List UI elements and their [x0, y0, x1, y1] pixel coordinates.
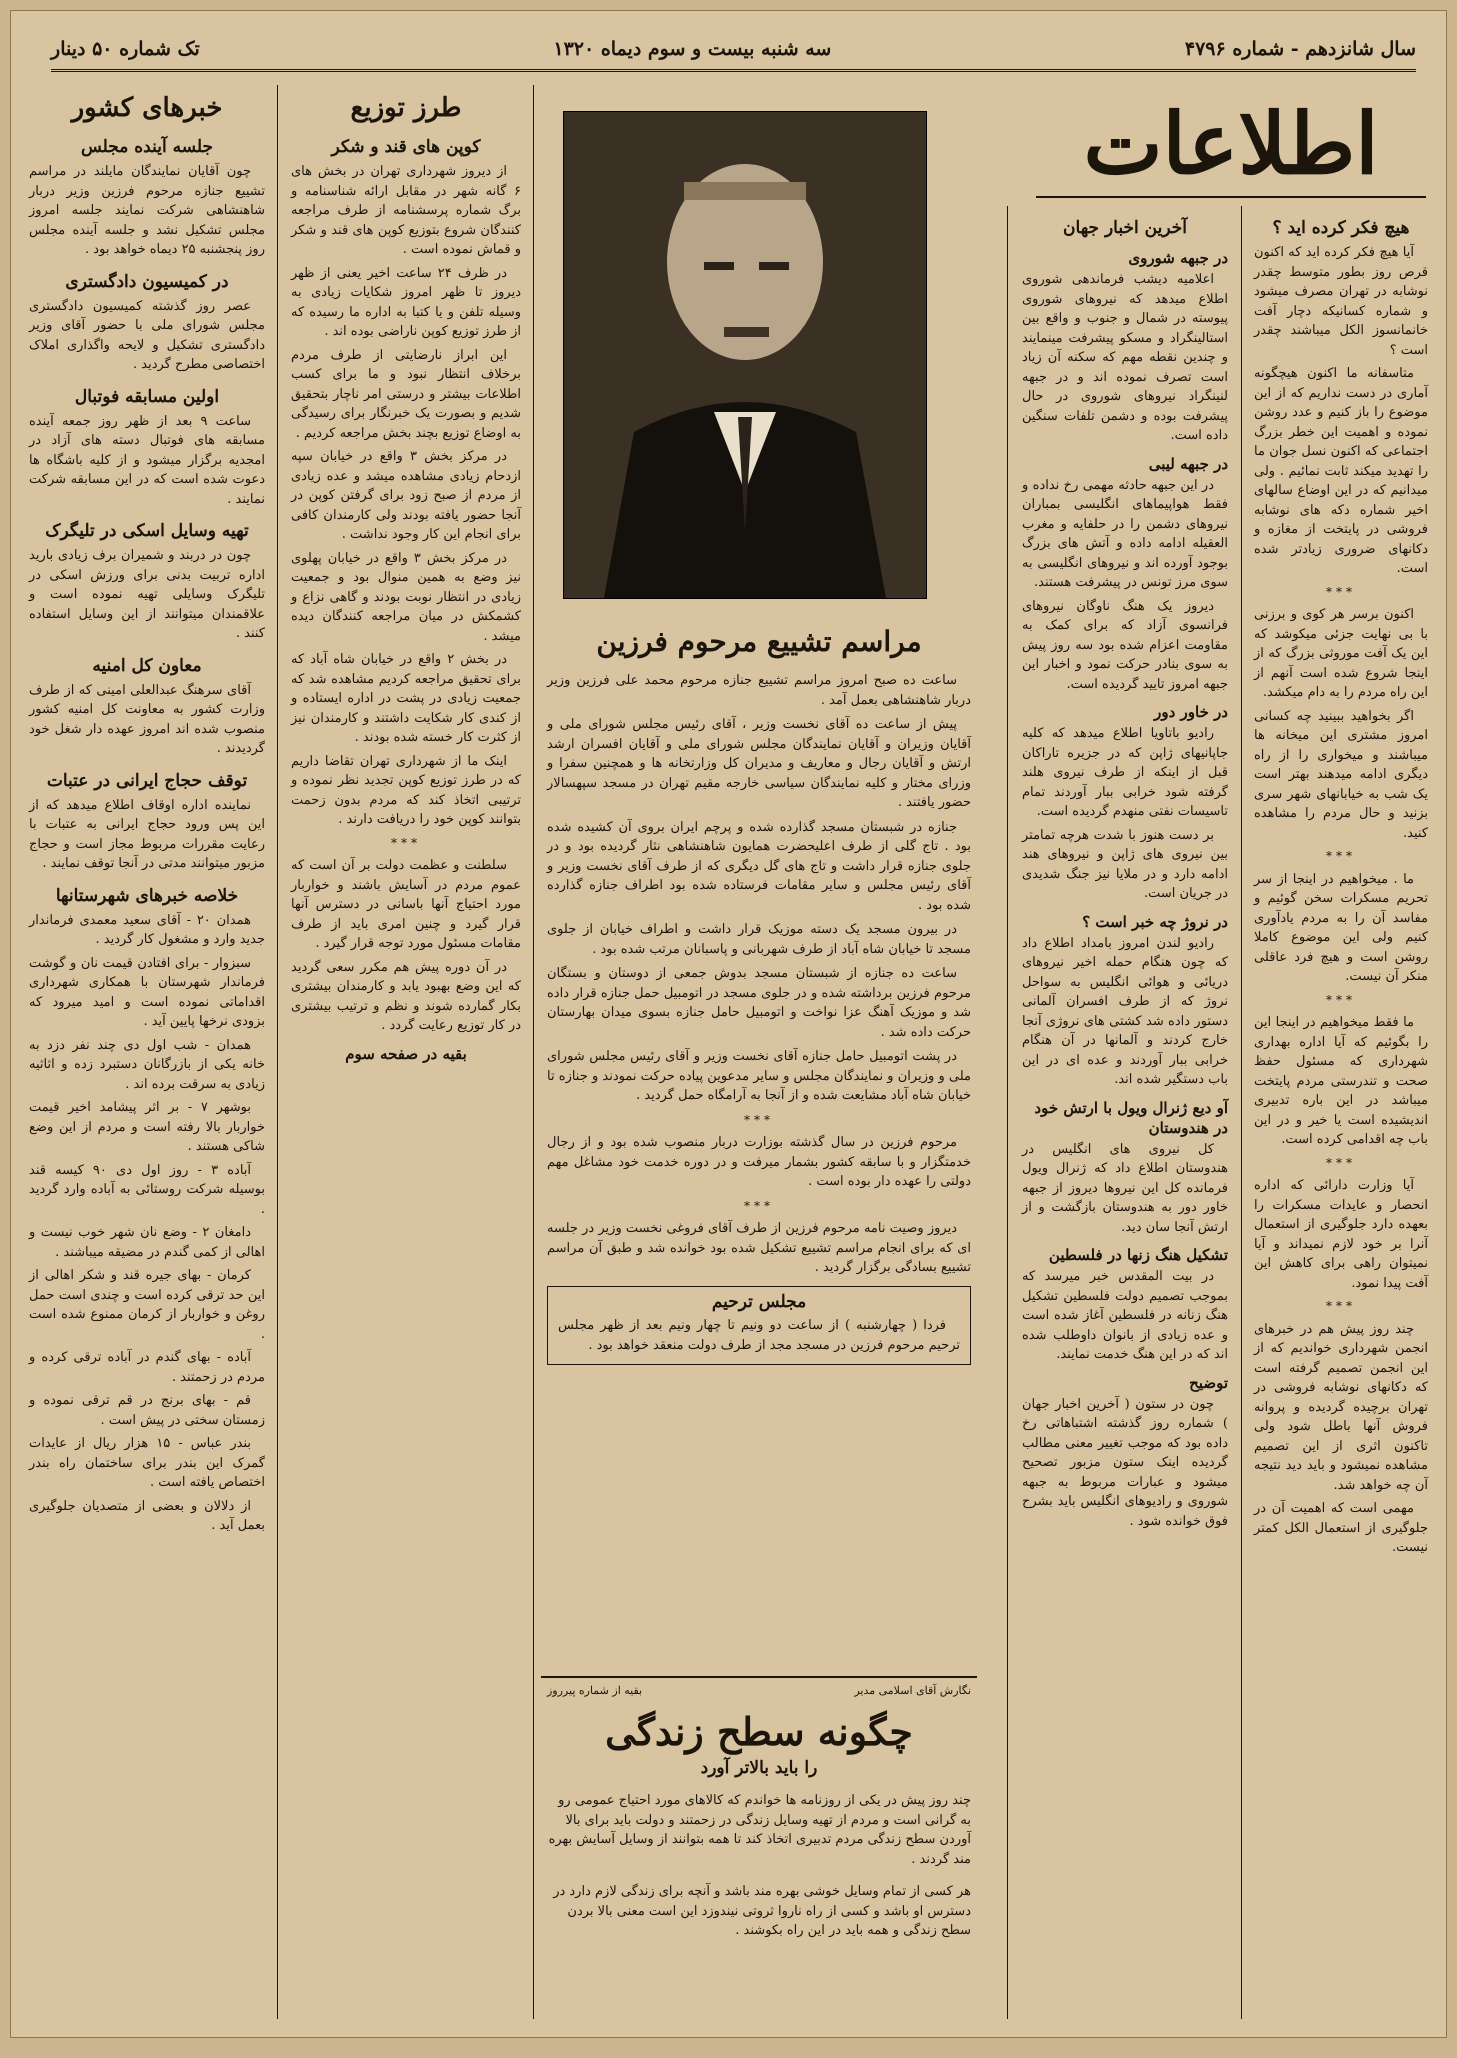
distribution-paragraph: در مرکز بخش ۳ واقع در خیابان سپه ازدحام زیادی مشاهده میشد و عده زیادی از مردم از صبح زود برای گرفتن کوپن در آنجا حضور یافته بودند ولی کارمندان کافی برای انجام این کار وجود نداشت .: [291, 449, 521, 542]
editorial-paragraph: مهمی است که اهمیت آن در جلوگیری از استعمال الکل کمتر نیست.: [1254, 1501, 1428, 1555]
distribution-heading: طرز توزیع: [350, 93, 462, 123]
feature-credit-line: [547, 1681, 971, 1701]
country-news-subheading: خلاصه خبرهای شهرستانها: [55, 885, 239, 906]
distribution-paragraph: سلطنت و عظمت دولت بر آن است که عموم مردم در آسایش باشند و خواربار مورد احتیاج آنها باسانی در دسترس آنها قرار گیرد و چنین امری باید از طرف مقامات مسئول مورد توجه قرار گیرد .: [291, 858, 521, 951]
country-news-paragraph: ساعت ۹ بعد از ظهر روز جمعه آینده مسابقه های فوتبال دسته های آزاد در امجدیه برگزار میشود و از کلیه باشگاه ها دعوت شده است که در این مسابقه شرکت نمایند .: [29, 413, 265, 507]
issue-date: سه شنبه بیست و سوم دیماه ۱۳۲۰: [553, 38, 832, 60]
editorial-paragraph: آیا وزارت دارائی که اداره انحصار و عایدات مسکرات را بعهده دارد جلوگیری از استعمال آنرا بر خود لازم نمیداند و آیا نمیتوان راهی برای کاهش این آفت پیدا نمود.: [1254, 1178, 1428, 1291]
continued-on-page-three: بقیه در صفحه سوم: [345, 1044, 467, 1063]
funeral-paragraph: پیش از ساعت ده آقای نخست وزیر ، آقای رئیس مجلس شورای ملی و آقایان وزیران و آقایان نمایندگان مجلس شورای ملی و آقایان افسران ارشد ارتش و آقایان رجال و معاریف و مدیران کل وزارتخانه ها و همچنین سفرا و وزرای مختار و کلیه نمایندگان سیاسی خارجه مقیم تهران در مسجد سپهسالار حضور یافتند .: [547, 717, 972, 810]
separator: ***: [1326, 1299, 1356, 1313]
funeral-paragraph: جنازه در شبستان مسجد گذارده شده و پرچم ایران بروی آن کشیده شده بود . تاج گلی از طرف اعلیحضرت همایون شاهنشاهی نثار گردیده بود و در جلوی جنازه قرار داشت و تاج های گل دیگری که از طرف آقای نخست وزیر و آقای رئیس مجلس و سایر مقامات فرستاده شده بود اطراف جنازه گذارده شده بود .: [547, 819, 971, 913]
funeral-paragraph: ساعت ده صبح امروز مراسم تشییع جنازه مرحوم محمد علی فرزین وزیر دربار شاهنشاهی بعمل آمد .: [547, 673, 971, 708]
column-editorial: [1246, 206, 1436, 2019]
column-coupon-distribution: [283, 85, 529, 2019]
funeral-paragraph: دیروز وصیت نامه مرحوم فرزین از طرف آقای فروغی نخست وزیر در جلسه ای که برای انجام مراسم تشییع تشکیل شده بود خوانده شد و طبق آن مراسم تشییع بسادگی برگزار گردید .: [547, 1221, 971, 1275]
country-news-paragraph: بوشهر ۷ - بر اثر پیشامد اخیر قیمت خواربار بالا رفته است و مردم از این وضع شاکی هستند .: [29, 1100, 265, 1154]
country-news-heading: خبرهای کشور: [71, 93, 223, 123]
masthead-title: اطلاعات: [1036, 91, 1426, 198]
news-subheading: در خاور دور: [1154, 703, 1228, 721]
news-paragraph: در این جبهه حادثه مهمی رخ نداده و فقط هواپیماهای انگلیسی بمباران نیروهای دشمن را در حلفایه و مغرب العقیله ادامه داده و آتش های بزرگ بوجود آورده اند و نیروهای انگلیسی به سوی مرز تونس در پیشرفت هستند.: [1022, 477, 1228, 590]
news-paragraph: کل نیروی های انگلیس در هندوستان اطلاع داد که ژنرال ویول فرمانده کل این نیروها دیروز از جبهه خاور دور به هندوستان بازگشت و از ارتش آنجا سان دید.: [1022, 1141, 1228, 1235]
separator: ***: [744, 1198, 774, 1213]
feature-paragraph: چند روز پیش در یکی از روزنامه ها خواندم که کالاهای مورد احتیاج عمومی رو به گرانی است و مردم از تهیه وسایل زندگی در زحمتند و دولت باید برای بالا آوردن سطح زندگی مردم تدبیری اتخاذ کند تا همه بتوانند از وسایل آسایش بهره مند گردند .: [548, 1793, 971, 1867]
feature-headline: چگونه سطح زندگی: [605, 1708, 913, 1754]
news-paragraph: دیروز یک هنگ ناوگان نیروهای فرانسوی آزاد که برای کمک به مقاومت اعزام شده بود سه روز پیش به سوی بنادر حرکت نمود و اخبار این جبهه امروز تایید گردیده است.: [1022, 598, 1228, 692]
country-news-paragraph: چون آقایان نمایندگان مایلند در مراسم تشییع جنازه مرحوم فرزین وزیر دربار شاهنشاهی شرکت نمایند جلسه امروز مجلس تشکیل نشد و جلسه آینده مجلس روز پنجشنبه ۲۵ دیماه خواهد بود .: [29, 164, 265, 257]
funeral-paragraph: در بیرون مسجد یک دسته موزیک قرار داشت و اطراف خیابان از جلوی مسجد تا خیابان شاه آباد از طرف شهربانی و پاسبانان مرتب شده بود .: [547, 922, 971, 957]
distribution-paragraph: در بخش ۲ واقع در خیابان شاه آباد که برای تحقیق مراجعه کردیم مشاهده شد که جمعیت زیادی در پشت در اداره ایستاده و از کندی کار شکایت داشتند و کارمندان نیز از کثرت کار خسته شده بودند .: [291, 652, 521, 745]
country-news-paragraph: از دلالان و بعضی از متصدیان جلوگیری بعمل آید .: [29, 1498, 265, 1533]
country-news-subheading: معاون کل امنیه: [92, 655, 202, 676]
distribution-paragraph: این ابراز نارضایتی از طرف مردم برخلاف انتظار نبود و ما برای کسب اطلاعات بیشتر و درستی امر ناچار بتحقیق شدیم و بصورت یک خبرنگار برای رسیدگی به اوضاع توزیع بچند بخش مراجعه کردیم .: [291, 347, 521, 441]
funeral-paragraph: ساعت ده جنازه از شبستان مسجد بدوش جمعی از دوستان و بستگان مرحوم فرزین برداشته شده و در جلوی مسجد در اتومبیل حمل جنازه قرار داده شد و موزیک آهنگ عزا نواخت و اتومبیل حامل جنازه بسوی میدان بهارستان حرکت داده شد .: [547, 966, 971, 1040]
separator: ***: [391, 835, 421, 850]
country-news-paragraph: همدان ۲۰ - آقای سعید معمدی فرماندار جدید وارد و مشغول کار گردید .: [29, 912, 265, 947]
news-paragraph: بر دست هنوز با شدت هرچه تمامتر بین نیروی های ژاپن و نیروهای هند ادامه دارد و در ملایا نیز جنگ شدیدی در جریان است.: [1022, 827, 1228, 901]
editorial-paragraph: ما . میخواهیم در اینجا از سر تحریم مسکرات سخن گوئیم و مفاسد آن را به مردم یادآوری کنیم ولی این موضوع کاملا روشن است و هیچ فرد عاقلی منکر آن نیست.: [1254, 871, 1428, 984]
country-news-paragraph: کرمان - بهای جیره قند و شکر اهالی از این حد ترقی کرده است و چندی است حمل روغن و خواربار از کرمان ممنوع شده است .: [29, 1268, 265, 1342]
column-rule: [277, 85, 278, 2019]
news-paragraph: رادیو باتاویا اطلاع میدهد که کلیه جاپانیهای ژاپن که در جزیره تاراکان قبل از اینکه از طرف نیروی هلند گرفته شود خرابی ببار آوردند تمام تاسیسات نفتی منهدم گردیده است.: [1022, 726, 1228, 819]
memorial-notice-title: مجلس ترحیم: [711, 1291, 807, 1312]
editorial-paragraph: اگر بخواهید ببینید چه کسانی امروز مشتری این میخانه ها میباشند و میخواری را از راه دیگری ادامه میدهند بهتر است یک شب به خیابانهای شهر سری بزنید و حال مردم را مشاهده کنید.: [1254, 708, 1428, 841]
memorial-notice-text: فردا ( چهارشنبه ) از ساعت دو ونیم تا چهار ونیم بعد از ظهر مجلس ترحیم مرحوم فرزین در مسجد مجد از طرف دولت منعقد خواهد بود .: [558, 1318, 960, 1353]
feature-paragraph: هر کسی از تمام وسایل خوشی بهره مند باشد و آنچه برای زندگی لازم دارد در دسترس او باشد و کسی از راه ناروا ثروتی نیندوزد این است معنی بالا بردن سطح زندگی و همه باید در این راه بکوشند .: [553, 1884, 971, 1938]
editorial-heading: هیچ فکر کرده اید ؟: [1272, 218, 1410, 238]
feature-continued-from: بقیه از شماره پیرروز: [547, 1684, 643, 1697]
country-news-subheading: اولین مسابقه فوتبال: [74, 386, 220, 407]
living-standard-feature: [541, 1676, 977, 2019]
separator: ***: [1326, 1155, 1356, 1170]
editorial-paragraph: چند روز پیش هم در خبرهای انجمن شهرداری خواندیم که از این انجمن تصمیم گرفته است که دکانهای نوشابه فروشی در تهران برچیده گردیده و پروانه فروش آنها باطل شود ولی تاکنون اثری از این تصمیم مشاهده نمیشود و باید دید نتیجه آن چه خواهد شد.: [1254, 1321, 1428, 1493]
editorial-paragraph: اکنون برسر هر کوی و برزنی با بی نهایت جزئی میکوشد که این یک آفت موروثی بزرگ که از اینجا شروع شده است آنهم از این راه مردم را به دام میکشد.: [1254, 607, 1428, 700]
news-paragraph: در بیت المقدس خبر میرسد که بموجب تصمیم دولت فلسطین تشکیل هنگ زنانه در فلسطین آغاز شده است و عده زیادی از بانوان داوطلب شده اند که در این هنگ خدمت نمایند.: [1022, 1269, 1228, 1362]
country-news-subheading: توقف حجاج ایرانی در عتبات: [46, 770, 248, 791]
country-news-paragraph: دامغان ۲ - وضع نان شهر خوب نیست و اهالی از کمی گندم در مضیقه میباشند .: [29, 1225, 265, 1260]
news-subheading: تشکیل هنگ زنها در فلسطین: [1048, 1246, 1228, 1264]
news-subheading: در جبهه شوروی: [1128, 249, 1228, 267]
country-news-subheading: جلسه آینده مجلس: [80, 137, 214, 157]
distribution-paragraph: اینک ما از شهرداری تهران تقاضا داریم که در طرز توزیع کوپن تجدید نظر نموده و ترتیبی اتخاذ کند که مردم بدون زحمت بتوانند کوپن خود را دریافت دارند .: [291, 753, 521, 827]
world-news-heading: آخرین اخبار جهان: [1063, 218, 1187, 238]
country-news-paragraph: آباده - بهای گندم در آباده ترقی کرده و مردم در زحمتند .: [29, 1350, 265, 1385]
distribution-paragraph: از دیروز شهرداری تهران در بخش های ۶ گانه شهر در مقابل ارائه شناسنامه و برگ شماره پرسشنامه از طرف مراجعه کنندگان شروع بتوزیع کوپن های قند و شکر و قماش نموده است .: [291, 164, 521, 257]
country-news-paragraph: آقای سرهنگ عبدالعلی امینی که از طرف وزارت کشور به معاونت کل امنیه کشور منصوب شده اند امروز عهده دار شغل خود گردیدند .: [29, 682, 265, 756]
news-paragraph: رادیو لندن امروز بامداد اطلاع داد که چون هنگام حمله اخیر نیروهای دریائی و هوائی انگلیس به سواحل نروژ که از طرف افسران آلمانی دستور داده شد کشتی های نروژی آنجا خارج کردند و آلمانها در آن هنگام خرابی ببار آوردند و عده ای در این باب دستگیر شده اند.: [1022, 935, 1228, 1087]
portrait-photo-drawing: [564, 112, 926, 598]
distribution-paragraph: در ظرف ۲۴ ساعت اخیر یعنی از ظهر دیروز تا ظهر امروز شکایات زیادی به وسیله تلفن و یا کتبا به اداره ما رسیده که از طرز توزیع کوپن ناراضی بوده اند .: [291, 265, 521, 339]
news-paragraph: چون در ستون ( آخرین اخبار جهان ) شماره روز گذشته اشتباهاتی رخ داده بود که موجب تغییر معنی مطالب گردیده اینک ستون مزبور تصحیح میشود و عبارات مربوط به جبهه شوروی و رادیوهای انگلیس باید بشرح فوق خوانده شود .: [1022, 1396, 1228, 1529]
issue-info-bar: [51, 29, 1416, 72]
country-news-paragraph: قم - بهای برنج در قم ترقی نموده و زمستان سختی در پیش است .: [29, 1393, 265, 1428]
issue-price: تک شماره ۵۰ دینار: [51, 38, 200, 60]
distribution-paragraph: در آن دوره پیش هم مکرر سعی گردید که این وضع بهبود یابد و کارمندان بیشتری بکار گمارده شوند و نظم و ترتیب بیشتری در کار توزیع رعایت گردد .: [291, 959, 521, 1033]
year-issue: سال شانزدهم - شماره ۴۷۹۶: [1184, 38, 1416, 60]
country-news-paragraph: عصر روز گذشته کمیسیون دادگستری مجلس شورای ملی با حضور آقای وزیر دادگستری تشکیل و لایحه واگذاری املاک اختصاصی مطرح گردید .: [29, 298, 265, 372]
column-rule: [1241, 206, 1242, 2019]
distribution-paragraph: در مرکز بخش ۳ واقع در خیابان پهلوی نیز وضع به همین منوال بود و جمعیت زیادی در انتظار نوبت بودند و گاهی نزاع و کشمکش در میان مراجعه کنندگان دیده میشد .: [291, 550, 521, 644]
news-subheading: در جبهه لیبی: [1148, 454, 1228, 473]
funeral-paragraph: مرحوم فرزین در سال گذشته بوزارت دربار منصوب شده بود و از رجال خدمتگزار و با سابقه کشور بشمار میرفت و در دوره خدمت خود مشاغل مهم دولتی را عهده دار بوده است .: [547, 1135, 971, 1189]
feature-author: نگارش آقای اسلامی مدیر: [854, 1684, 971, 1697]
news-paragraph: اعلامیه دیشب فرماندهی شوروی اطلاع میدهد که نیروهای شوروی پیوسته در شمال و جنوب و واقع بین استالینگراد و مسکو پیشرفت مینمایند و چندین نقطه مهم که سکنه آن زیاد است تصرف نموده اند و در جبهه لنینگراد نیروهای شوروی در حال پیشرفت بوده و دشمن تلفات سنگین داده است.: [1022, 272, 1228, 443]
newspaper-page: [10, 10, 1447, 2038]
column-country-news: [21, 85, 273, 2019]
column-world-news: [1014, 206, 1236, 2019]
news-subheading: آو دیع ژنرال ویول با ارتش خود در هندوستان: [1034, 1098, 1228, 1137]
funeral-story: [541, 611, 977, 1671]
memorial-notice-box: [547, 1286, 971, 1366]
country-news-paragraph: بندر عباس - ۱۵ هزار ریال از عایدات گمرک این بندر برای ساختمان راه بندر اختصاص یافته است .: [29, 1436, 265, 1490]
news-subheading: توضیح: [1189, 1373, 1228, 1392]
editorial-paragraph: آیا هیچ فکر کرده اید که اکنون قرص روز بطور متوسط چقدر نوشابه در تهران مصرف میشود و شماره کسانیکه دچار آفت خانمانسوز الکل میباشند چقدر است ؟: [1254, 245, 1428, 358]
funeral-paragraph: در پشت اتومبیل حامل جنازه آقای نخست وزیر و آقای رئیس مجلس شورای ملی و وزیران و نمایندگان مجلس و سایر مدعوین پیاده حرکت نمودند و جنازه تا خیابان شاه آباد مشایعت شده و از آنجا به آرامگاه حمل گردید .: [547, 1049, 971, 1103]
column-rule: [533, 85, 534, 2019]
distribution-subheading: کوپن های قند و شکر: [331, 137, 481, 157]
column-rule: [1007, 206, 1008, 2019]
country-news-paragraph: سبزوار - برای افتادن قیمت نان و گوشت فرماندار شهرستان با همکاری شهرداری اقداماتی نموده است و امید میرود که بزودی نرخها پایین آید .: [29, 955, 265, 1029]
editorial-paragraph: متاسفانه ما اکنون هیچگونه آماری در دست نداریم که از این موضوع را باز کنیم و عدد روشن نموده و اهمیت این خطر بزرگ اجتماعی که اکنون نسل جوان ما را تهدید میکند ثابت نمائیم . ولی میدانیم که در این اوضاع سالهای اخیر شماره دکه های نوشابه فروشی در پایتخت از مغازه و دکانهای ضروری زیادتر شده است.: [1254, 366, 1428, 576]
country-news-paragraph: چون در دربند و شمیران برف زیادی بارید اداره تربیت بدنی برای ورزش اسکی در تلیگرک وسایلی تهیه نموده است و علاقمندان میتوانند از این وسایل استفاده کنند .: [29, 548, 265, 641]
country-news-subheading: تهیه وسایل اسکی در تلیگرک: [45, 521, 249, 541]
funeral-headline: مراسم تشییع مرحوم فرزین: [596, 625, 922, 658]
separator: ***: [1326, 992, 1356, 1007]
country-news-paragraph: آباده ۳ - روز اول دی ۹۰ کیسه قند بوسیله شرکت روستائی به آباده وارد گردید .: [29, 1162, 265, 1217]
country-news-paragraph: همدان - شب اول دی چند نفر دزد به خانه یکی از بازرگانان دستبرد زده و اثاثیه زیادی به سرقت برده اند .: [29, 1037, 265, 1092]
separator: ***: [1326, 584, 1356, 599]
separator: ***: [744, 1112, 774, 1127]
separator: ***: [1326, 849, 1356, 863]
portrait-photo: [563, 111, 927, 599]
editorial-paragraph: ما فقط میخواهیم در اینجا این را بگوئیم که آیا اداره بهداری شهرداری که مسئول حفظ صحت و تندرستی مردم پایتخت میباشد در این باره تدبیری اندیشیده است یا خیر و در این باب چه اقدامی کرده است.: [1254, 1015, 1428, 1147]
country-news-paragraph: نماینده اداره اوقاف اطلاع میدهد که از این پس ورود حجاج ایرانی به عتبات با رعایت مقررات مربوط مجاز است و حجاج مزبور میتوانند مدتی در آنجا توقف نمایند .: [29, 797, 265, 871]
feature-subheadline: را باید بالاتر آورد: [700, 1757, 818, 1778]
news-subheading: در نروژ چه خبر است ؟: [1082, 912, 1228, 931]
country-news-subheading: در کمیسیون دادگستری: [65, 271, 229, 292]
